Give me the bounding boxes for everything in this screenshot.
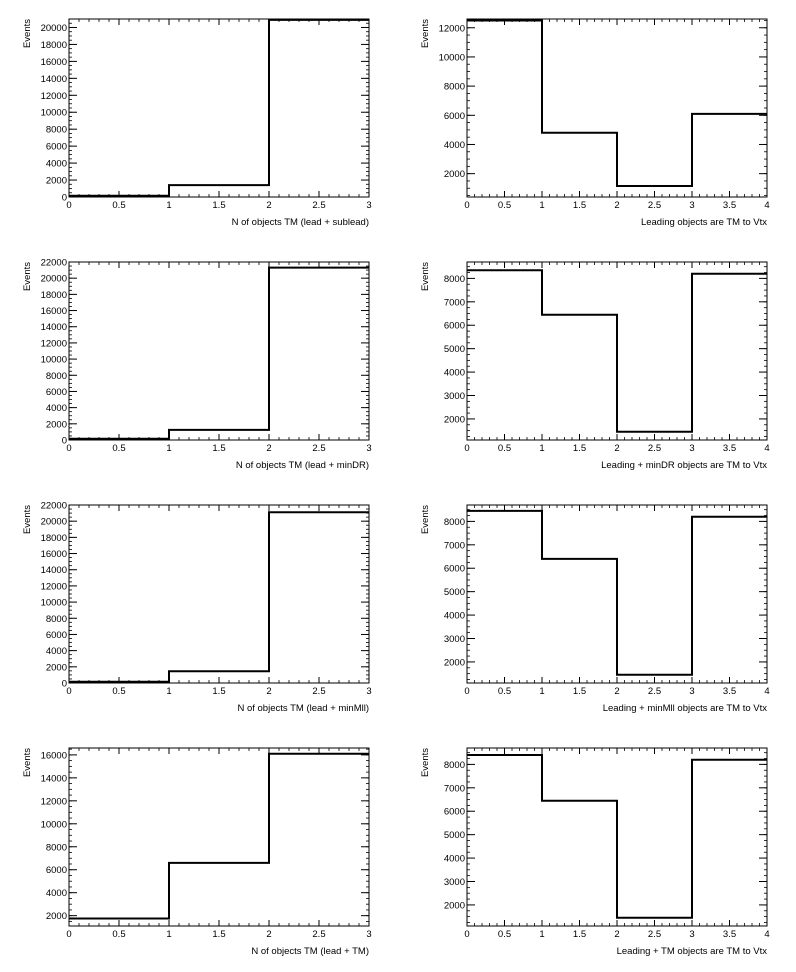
y-tick-label: 3000: [443, 634, 465, 645]
y-tick-label: 14000: [40, 773, 67, 785]
x-tick-label: 1: [539, 443, 545, 454]
x-axis-label: N of objects TM (lead + minDR): [235, 460, 369, 471]
x-tick-label: 0: [464, 686, 470, 697]
y-tick-label: 10000: [40, 107, 67, 119]
histogram-panel-1: [22, 19, 372, 228]
x-tick-label: 3.5: [722, 686, 737, 697]
y-tick-label: 12000: [40, 90, 67, 102]
y-tick-label: 3000: [443, 391, 465, 402]
y-tick-label: 2000: [443, 169, 465, 181]
y-tick-label: 2000: [443, 657, 465, 669]
y-tick-label: 4000: [443, 367, 465, 379]
x-tick-label: 0: [66, 200, 72, 211]
histogram-panel-2: [420, 19, 770, 228]
x-tick-label: 1: [166, 443, 172, 454]
x-tick-label: 3: [689, 200, 695, 211]
x-tick-label: 1: [539, 929, 545, 940]
y-tick-label: 7000: [443, 540, 465, 552]
x-axis-label: Leading + minMll objects are TM to Vtx: [602, 703, 767, 714]
y-tick-label: 2000: [443, 414, 465, 426]
y-tick-label: 18000: [40, 39, 67, 51]
x-tick-label: 1.5: [572, 929, 587, 940]
y-tick-label: 4000: [45, 646, 67, 658]
x-tick-label: 1.5: [572, 200, 587, 211]
y-tick-label: 3000: [443, 877, 465, 888]
x-tick-label: 0.5: [112, 200, 126, 211]
y-tick-label: 4000: [45, 158, 67, 170]
y-tick-label: 2000: [45, 911, 67, 923]
y-axis-label: Events: [420, 505, 431, 535]
y-tick-label: 5000: [443, 830, 465, 842]
plot-frame: [69, 19, 369, 197]
y-tick-label: 10000: [40, 819, 67, 831]
y-tick-label: 22000: [40, 500, 67, 512]
y-tick-label: 22000: [40, 257, 67, 269]
x-tick-label: 3: [366, 443, 372, 454]
x-tick-label: 0.5: [112, 686, 126, 697]
x-tick-label: 1: [539, 200, 545, 211]
y-tick-label: 2000: [45, 175, 67, 187]
x-tick-label: 0.5: [497, 200, 512, 211]
y-axis-label: Events: [22, 19, 33, 49]
y-tick-label: 6000: [45, 629, 67, 641]
histogram-step-line: [69, 754, 369, 919]
y-tick-label: 4000: [45, 888, 67, 900]
y-tick-label: 4000: [45, 403, 67, 415]
x-tick-label: 3.5: [722, 443, 737, 454]
y-tick-label: 0: [61, 192, 67, 204]
x-tick-label: 2: [614, 686, 620, 697]
x-tick-label: 4: [764, 686, 770, 697]
y-tick-label: 14000: [40, 322, 67, 334]
y-tick-label: 16000: [40, 306, 67, 318]
x-axis-label: N of objects TM (lead + minMll): [237, 703, 369, 714]
x-tick-label: 1: [166, 929, 172, 940]
x-tick-label: 0: [464, 200, 470, 211]
x-tick-label: 1.5: [212, 200, 226, 211]
x-tick-label: 3.5: [722, 929, 737, 940]
y-tick-label: 0: [61, 435, 67, 447]
y-axis-label: Events: [22, 505, 33, 535]
x-tick-label: 2.5: [312, 200, 326, 211]
y-axis-label: Events: [420, 19, 431, 49]
y-tick-label: 5000: [443, 587, 465, 599]
y-tick-label: 8000: [45, 842, 67, 854]
histogram-panel-5: [22, 501, 372, 715]
x-tick-label: 1.5: [572, 443, 587, 454]
x-tick-label: 0: [66, 929, 72, 940]
y-tick-label: 8000: [443, 759, 465, 771]
y-tick-label: 12000: [438, 23, 465, 35]
y-tick-label: 2000: [443, 900, 465, 912]
x-tick-label: 1: [166, 686, 172, 697]
x-tick-label: 3: [366, 200, 372, 211]
y-tick-label: 12000: [40, 581, 67, 593]
x-tick-label: 2.5: [647, 929, 662, 940]
plot-frame: [69, 748, 369, 926]
y-tick-label: 6000: [443, 110, 465, 122]
x-tick-label: 2: [614, 200, 620, 211]
x-tick-label: 3.5: [722, 200, 737, 211]
x-tick-label: 1.5: [572, 686, 587, 697]
histogram-step-line: [467, 270, 767, 432]
x-tick-label: 2.5: [647, 200, 662, 211]
histogram-step-line: [69, 512, 369, 682]
histogram-panel-6: [420, 505, 770, 714]
y-tick-label: 12000: [40, 338, 67, 350]
y-axis-label: Events: [420, 262, 431, 292]
x-tick-label: 0: [66, 443, 72, 454]
y-tick-label: 18000: [40, 532, 67, 544]
y-tick-label: 6000: [443, 806, 465, 818]
y-tick-label: 12000: [40, 796, 67, 808]
x-tick-label: 0: [66, 686, 72, 697]
y-tick-label: 14000: [40, 565, 67, 577]
y-tick-label: 16000: [40, 549, 67, 561]
y-tick-label: 4000: [443, 853, 465, 865]
x-tick-label: 0.5: [497, 929, 512, 940]
x-tick-label: 1: [539, 686, 545, 697]
x-tick-label: 2.5: [647, 686, 662, 697]
x-tick-label: 0.5: [112, 929, 126, 940]
y-axis-label: Events: [22, 748, 33, 778]
x-tick-label: 0.5: [497, 443, 512, 454]
x-tick-label: 4: [764, 443, 770, 454]
x-tick-label: 2: [266, 686, 272, 697]
y-tick-label: 20000: [40, 516, 67, 528]
x-tick-label: 4: [764, 929, 770, 940]
y-tick-label: 10000: [438, 52, 465, 64]
x-tick-label: 2: [614, 929, 620, 940]
y-tick-label: 8000: [45, 370, 67, 382]
x-axis-label: Leading + TM objects are TM to Vtx: [616, 946, 767, 957]
x-tick-label: 0: [464, 929, 470, 940]
x-tick-label: 1.5: [212, 929, 226, 940]
x-tick-label: 1.5: [212, 443, 226, 454]
x-axis-label: Leading + minDR objects are TM to Vtx: [601, 460, 767, 471]
x-tick-label: 3: [366, 929, 372, 940]
y-tick-label: 2000: [45, 662, 67, 674]
y-tick-label: 8000: [443, 273, 465, 285]
y-tick-label: 7000: [443, 783, 465, 795]
x-tick-label: 2.5: [312, 443, 326, 454]
y-tick-label: 18000: [40, 289, 67, 301]
y-tick-label: 5000: [443, 344, 465, 356]
x-tick-label: 2: [266, 200, 272, 211]
histogram-step-line: [69, 268, 369, 439]
x-axis-label: N of objects TM (lead + TM): [251, 946, 369, 957]
x-tick-label: 4: [764, 200, 770, 211]
x-tick-label: 3: [689, 929, 695, 940]
x-tick-label: 2.5: [647, 443, 662, 454]
y-tick-label: 10000: [40, 354, 67, 366]
y-tick-label: 0: [61, 678, 67, 690]
plot-frame: [69, 505, 369, 683]
x-tick-label: 2.5: [312, 686, 326, 697]
y-tick-label: 16000: [40, 750, 67, 762]
x-tick-label: 2.5: [312, 929, 326, 940]
x-tick-label: 3: [689, 686, 695, 697]
histogram-panel-8: [420, 748, 770, 957]
y-tick-label: 8000: [45, 124, 67, 136]
y-tick-label: 6000: [45, 386, 67, 398]
y-tick-label: 16000: [40, 56, 67, 68]
x-tick-label: 2: [614, 443, 620, 454]
y-tick-label: 7000: [443, 297, 465, 309]
y-tick-label: 4000: [443, 139, 465, 151]
histogram-step-line: [69, 20, 369, 196]
y-tick-label: 6000: [45, 865, 67, 877]
y-tick-label: 8000: [443, 81, 465, 93]
y-axis-label: Events: [420, 748, 431, 778]
x-tick-label: 2: [266, 929, 272, 940]
y-tick-label: 20000: [40, 22, 67, 34]
x-tick-label: 0: [464, 443, 470, 454]
y-tick-label: 10000: [40, 597, 67, 609]
histogram-step-line: [467, 20, 767, 186]
histogram-step-line: [467, 755, 767, 918]
x-tick-label: 3: [366, 686, 372, 697]
histogram-panel-3: [22, 258, 372, 472]
x-axis-label: N of objects TM (lead + sublead): [231, 217, 369, 228]
y-tick-label: 6000: [45, 141, 67, 153]
y-tick-label: 6000: [443, 563, 465, 575]
histogram-panel-4: [420, 262, 770, 471]
y-tick-label: 20000: [40, 273, 67, 285]
x-tick-label: 2: [266, 443, 272, 454]
y-tick-label: 8000: [45, 613, 67, 625]
histogram-step-line: [467, 511, 767, 675]
y-axis-label: Events: [22, 262, 33, 292]
x-tick-label: 0.5: [112, 443, 126, 454]
y-tick-label: 14000: [40, 73, 67, 85]
x-tick-label: 1: [166, 200, 172, 211]
y-tick-label: 2000: [45, 419, 67, 431]
histogram-panel-7: [22, 748, 372, 957]
x-tick-label: 3: [689, 443, 695, 454]
y-tick-label: 8000: [443, 516, 465, 528]
y-tick-label: 6000: [443, 320, 465, 332]
x-tick-label: 0.5: [497, 686, 512, 697]
y-tick-label: 4000: [443, 610, 465, 622]
x-axis-label: Leading objects are TM to Vtx: [640, 217, 767, 228]
plot-frame: [69, 262, 369, 440]
x-tick-label: 1.5: [212, 686, 226, 697]
